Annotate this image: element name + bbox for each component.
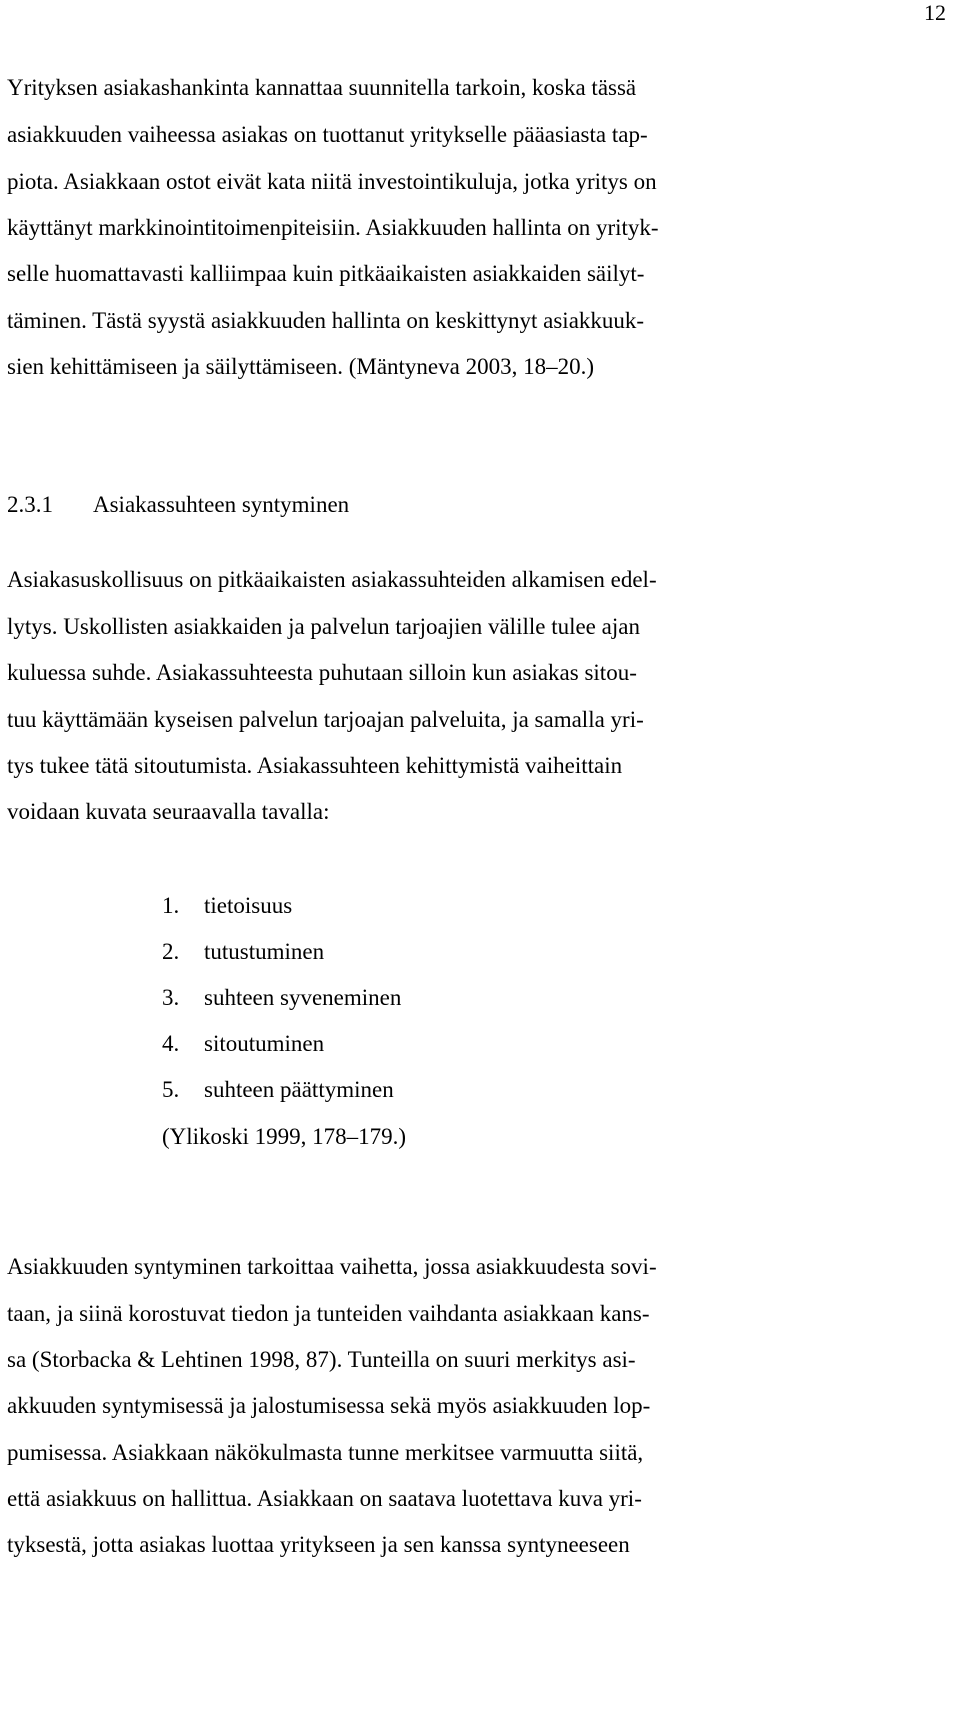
text-line: voidaan kuvata seuraavalla tavalla: xyxy=(7,799,330,824)
list-item-number: 1. xyxy=(162,893,180,918)
list-item-number: 4. xyxy=(162,1031,180,1056)
text-line: selle huomattavasti kalliimpaa kuin pitkäaikaisten asiakkaiden säilyt- xyxy=(7,261,645,286)
text-line: asiakkuuden vaiheessa asiakas on tuottanut yritykselle pääasiasta tap- xyxy=(7,122,648,147)
text-line: sien kehittämiseen ja säilyttämiseen. (Mäntyneva 2003, 18–20.) xyxy=(7,354,594,379)
text-line: taan, ja siinä korostuvat tiedon ja tunteiden vaihdanta asiakkaan kans- xyxy=(7,1301,650,1326)
list-citation: (Ylikoski 1999, 178–179.) xyxy=(162,1124,407,1149)
section-title: Asiakassuhteen syntyminen xyxy=(93,492,350,517)
text-line: käyttänyt markkinointitoimenpiteisiin. Asiakkuuden hallinta on yrityk- xyxy=(7,215,659,240)
text-line: että asiakkuus on hallittua. Asiakkaan on saatava luotettava kuva yri- xyxy=(7,1486,642,1511)
page-number: 12 xyxy=(924,0,946,25)
text-line: Yrityksen asiakashankinta kannattaa suunnitella tarkoin, koska tässä xyxy=(7,75,637,100)
text-line: Asiakkuuden syntyminen tarkoittaa vaihetta, jossa asiakkuudesta sovi- xyxy=(7,1254,657,1279)
text-line: lytys. Uskollisten asiakkaiden ja palvelun tarjoajien välille tulee ajan xyxy=(7,614,640,639)
list-item-text: suhteen syveneminen xyxy=(204,985,402,1010)
text-line: pumisessa. Asiakkaan näkökulmasta tunne merkitsee varmuutta siitä, xyxy=(7,1440,644,1465)
list-item-number: 3. xyxy=(162,985,180,1010)
list-item-text: sitoutuminen xyxy=(204,1031,325,1056)
list-item-text: tietoisuus xyxy=(204,893,293,918)
list-item-text: tutustuminen xyxy=(204,939,325,964)
section-number: 2.3.1 xyxy=(7,492,53,517)
text-line: akkuuden syntymisessä ja jalostumisessa sekä myös asiakkuuden lop- xyxy=(7,1393,651,1418)
list-item-number: 5. xyxy=(162,1077,180,1102)
text-line: täminen. Tästä syystä asiakkuuden hallinta on keskittynyt asiakkuuk- xyxy=(7,308,645,333)
text-line: sa (Storbacka & Lehtinen 1998, 87). Tunteilla on suuri merkitys asi- xyxy=(7,1347,636,1372)
text-line: kuluessa suhde. Asiakassuhteesta puhutaan silloin kun asiakas sitou- xyxy=(7,660,637,685)
text-line: tuu käyttämään kyseisen palvelun tarjoajan palveluita, ja samalla yri- xyxy=(7,707,644,732)
text-line: tys tukee tätä sitoutumista. Asiakassuhteen kehittymistä vaiheittain xyxy=(7,753,623,778)
text-line: Asiakasuskollisuus on pitkäaikaisten asiakassuhteiden alkamisen edel- xyxy=(7,567,657,592)
list-item-text: suhteen päättyminen xyxy=(204,1077,394,1102)
text-line: piota. Asiakkaan ostot eivät kata niitä investointikuluja, jotka yritys on xyxy=(7,169,657,194)
list-item-number: 2. xyxy=(162,939,180,964)
text-line: tyksestä, jotta asiakas luottaa yritykseen ja sen kanssa syntyneeseen xyxy=(7,1532,630,1557)
